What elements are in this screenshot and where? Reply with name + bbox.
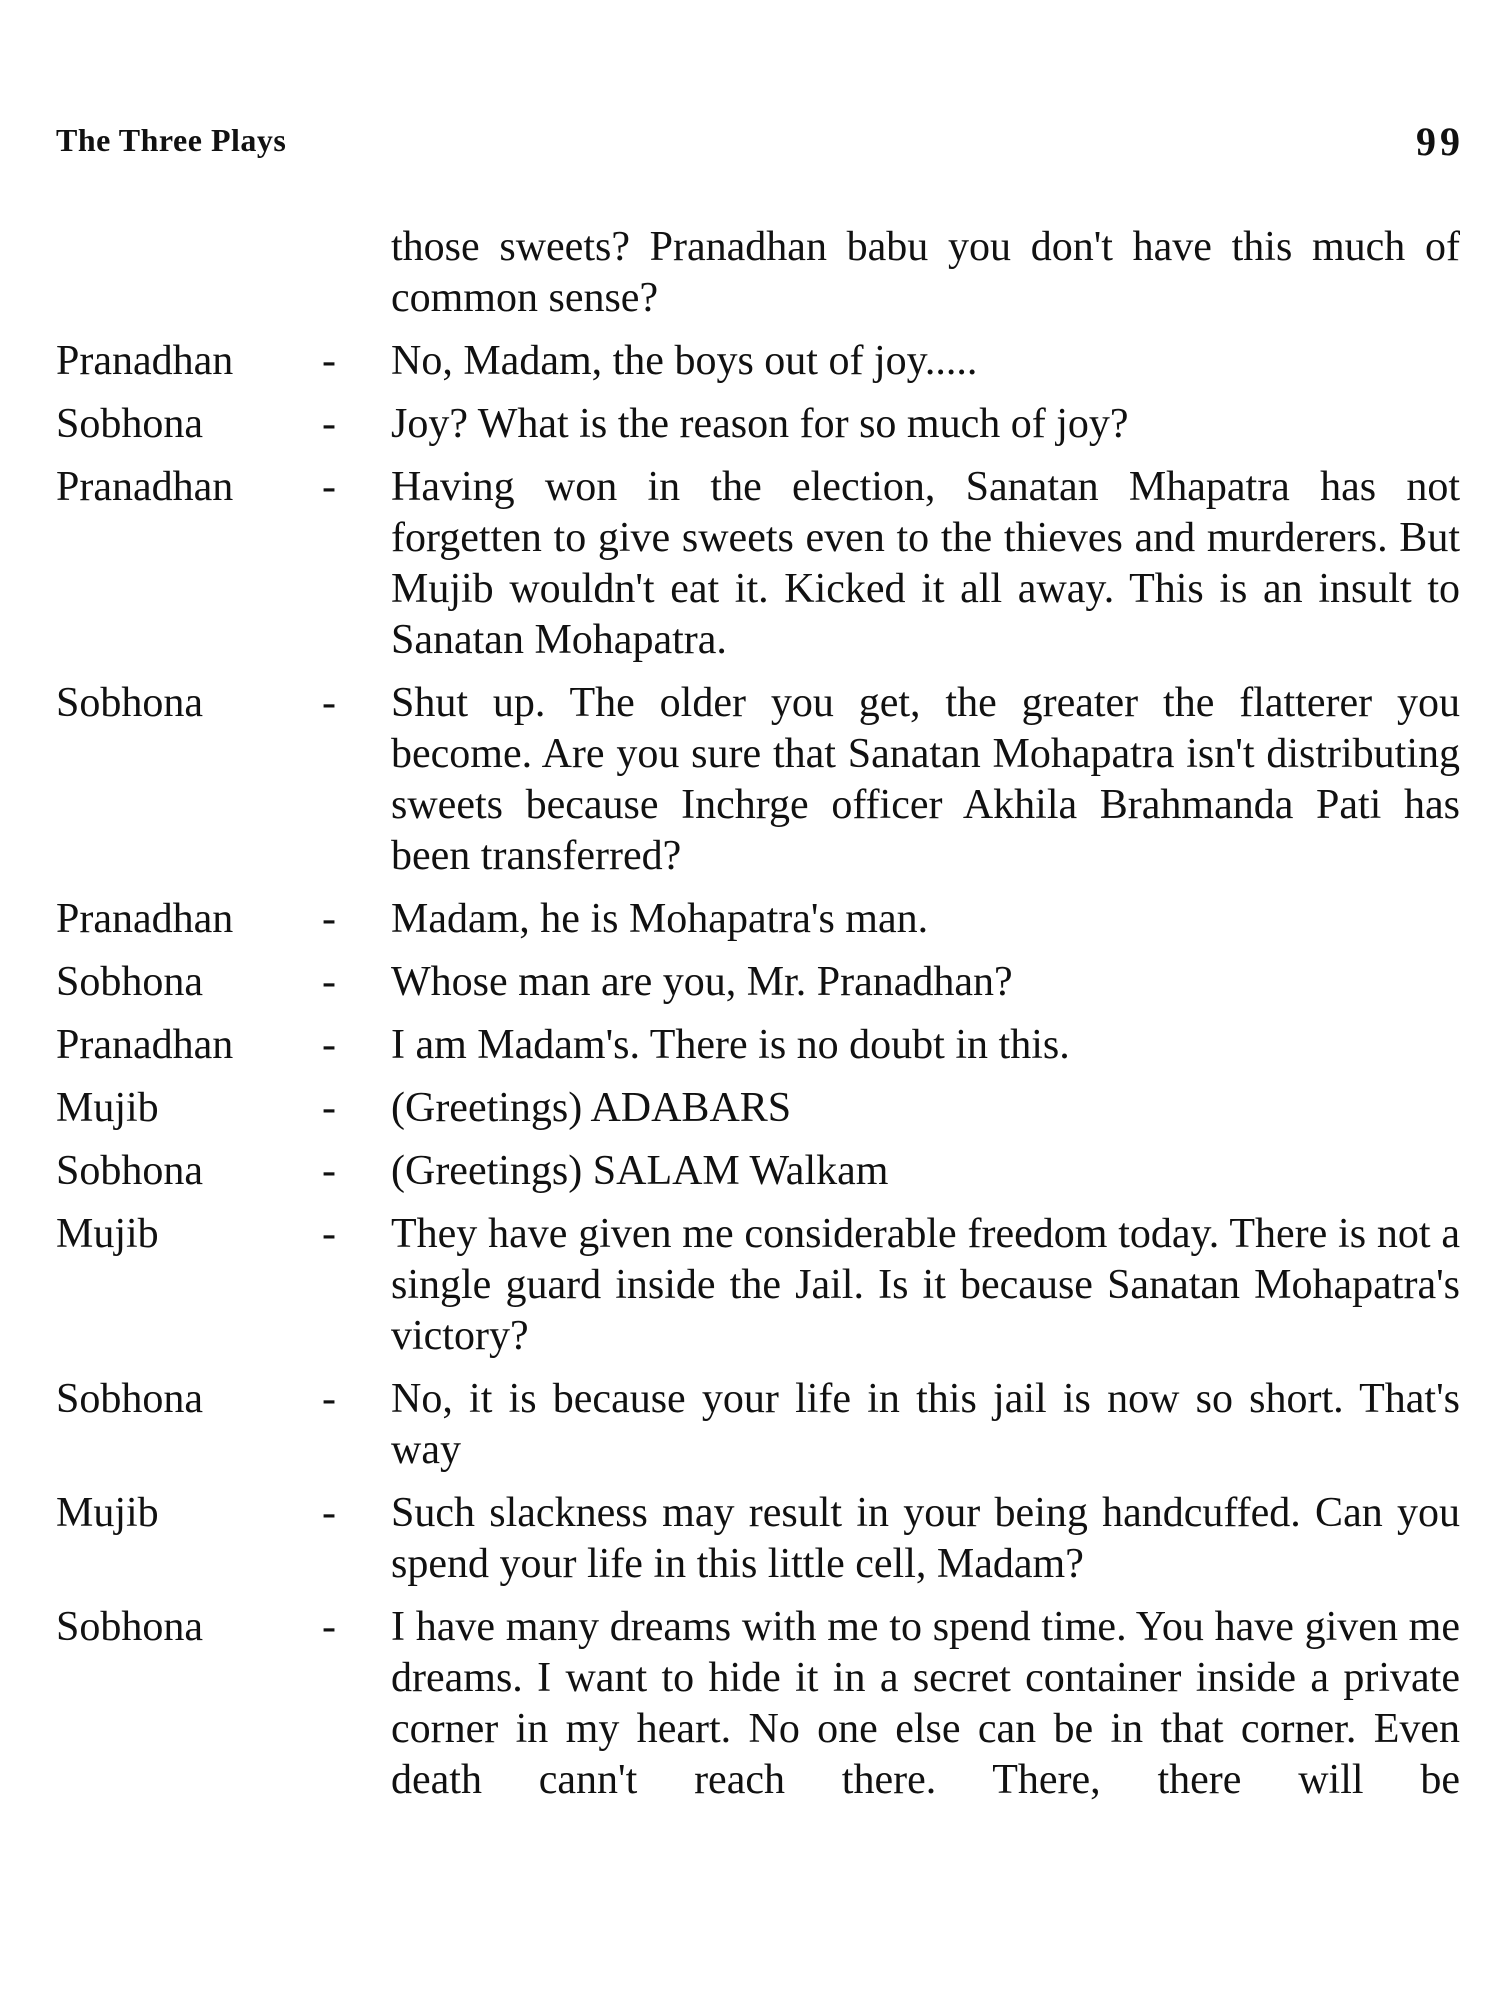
speaker-dash: - bbox=[322, 1490, 336, 1536]
speaker-name: Pranadhan bbox=[56, 338, 234, 384]
dialogue-turn bbox=[56, 894, 1460, 945]
speaker-dash: - bbox=[322, 959, 336, 1005]
speaker-dash: - bbox=[322, 1022, 336, 1068]
dialogue-turn bbox=[56, 1146, 1460, 1197]
running-head bbox=[56, 119, 1464, 166]
speech-text: I have many dreams with me to spend time. You have given me dreams. I want to hide it in a secret container inside a private corner in my heart. No one else can be in that corner. Even death cann't reach there. There, there will be bbox=[391, 1604, 1460, 1803]
dialogue-turn bbox=[56, 462, 1460, 666]
dialogue-turn bbox=[56, 399, 1460, 450]
speaker-dash: - bbox=[322, 896, 336, 942]
speaker-name: Pranadhan bbox=[56, 1022, 234, 1068]
speech-text: (Greetings) ADABARS bbox=[391, 1085, 792, 1131]
speaker-name: Mujib bbox=[56, 1211, 159, 1257]
speech-text: Having won in the election, Sanatan Mhapatra has not forgetten to give sweets even to the thieves and murderers. But Mujib wouldn't eat it. Kicked it all away. This is an insult to Sanatan Mohapatra. bbox=[391, 464, 1460, 663]
speaker-name: Pranadhan bbox=[56, 896, 234, 942]
dialogue-turn bbox=[56, 1602, 1460, 1806]
speaker-dash: - bbox=[322, 1376, 336, 1422]
speaker-dash: - bbox=[322, 1085, 336, 1131]
speech-text: No, it is because your life in this jail is now so short. That's way bbox=[391, 1376, 1460, 1473]
speaker-name: Mujib bbox=[56, 1490, 159, 1536]
page-number: 99 bbox=[1416, 119, 1464, 164]
book-title: The Three Plays bbox=[56, 122, 287, 158]
speaker-name: Mujib bbox=[56, 1085, 159, 1131]
dialogue-turn bbox=[56, 1374, 1460, 1476]
dialogue-turn bbox=[56, 1209, 1460, 1362]
speech-text: Such slackness may result in your being handcuffed. Can you spend your life in this little cell, Madam? bbox=[391, 1490, 1460, 1587]
continued-speech: those sweets? Pranadhan babu you don't have this much of common sense? bbox=[391, 224, 1460, 321]
speech-text: No, Madam, the boys out of joy..... bbox=[391, 338, 978, 384]
dialogue-turn bbox=[56, 1488, 1460, 1590]
play-text bbox=[56, 222, 1460, 1818]
speaker-dash: - bbox=[322, 1211, 336, 1257]
dialogue-turn bbox=[56, 678, 1460, 882]
dialogue-turn bbox=[56, 957, 1460, 1008]
speech-text: I am Madam's. There is no doubt in this. bbox=[391, 1022, 1070, 1068]
dialogue-turn bbox=[56, 336, 1460, 387]
speaker-dash: - bbox=[322, 680, 336, 726]
speech-text: Madam, he is Mohapatra's man. bbox=[391, 896, 929, 942]
speaker-name: Sobhona bbox=[56, 680, 203, 726]
speech-text: (Greetings) SALAM Walkam bbox=[391, 1148, 889, 1194]
speaker-name: Pranadhan bbox=[56, 464, 234, 510]
speaker-dash: - bbox=[322, 464, 336, 510]
speaker-name: Sobhona bbox=[56, 1604, 203, 1650]
dialogue-turn bbox=[56, 1083, 1460, 1134]
speaker-name: Sobhona bbox=[56, 959, 203, 1005]
speech-text: Shut up. The older you get, the greater the flatterer you become. Are you sure that Sanatan Mohapatra isn't distributing sweets because Inchrge officer Akhila Brahmanda Pati has been transferred? bbox=[391, 680, 1460, 879]
speaker-dash: - bbox=[322, 1148, 336, 1194]
speaker-name: Sobhona bbox=[56, 1148, 203, 1194]
speaker-dash: - bbox=[322, 401, 336, 447]
speaker-dash: - bbox=[322, 1604, 336, 1650]
dialogue-turn bbox=[56, 1020, 1460, 1071]
speaker-name: Sobhona bbox=[56, 1376, 203, 1422]
speech-text: Whose man are you, Mr. Pranadhan? bbox=[391, 959, 1013, 1005]
speech-text: Joy? What is the reason for so much of joy? bbox=[391, 401, 1129, 447]
speech-text: They have given me considerable freedom today. There is not a single guard inside the Jail. Is it because Sanatan Mohapatra's victory? bbox=[391, 1211, 1460, 1359]
speaker-dash: - bbox=[322, 338, 336, 384]
speaker-name: Sobhona bbox=[56, 401, 203, 447]
